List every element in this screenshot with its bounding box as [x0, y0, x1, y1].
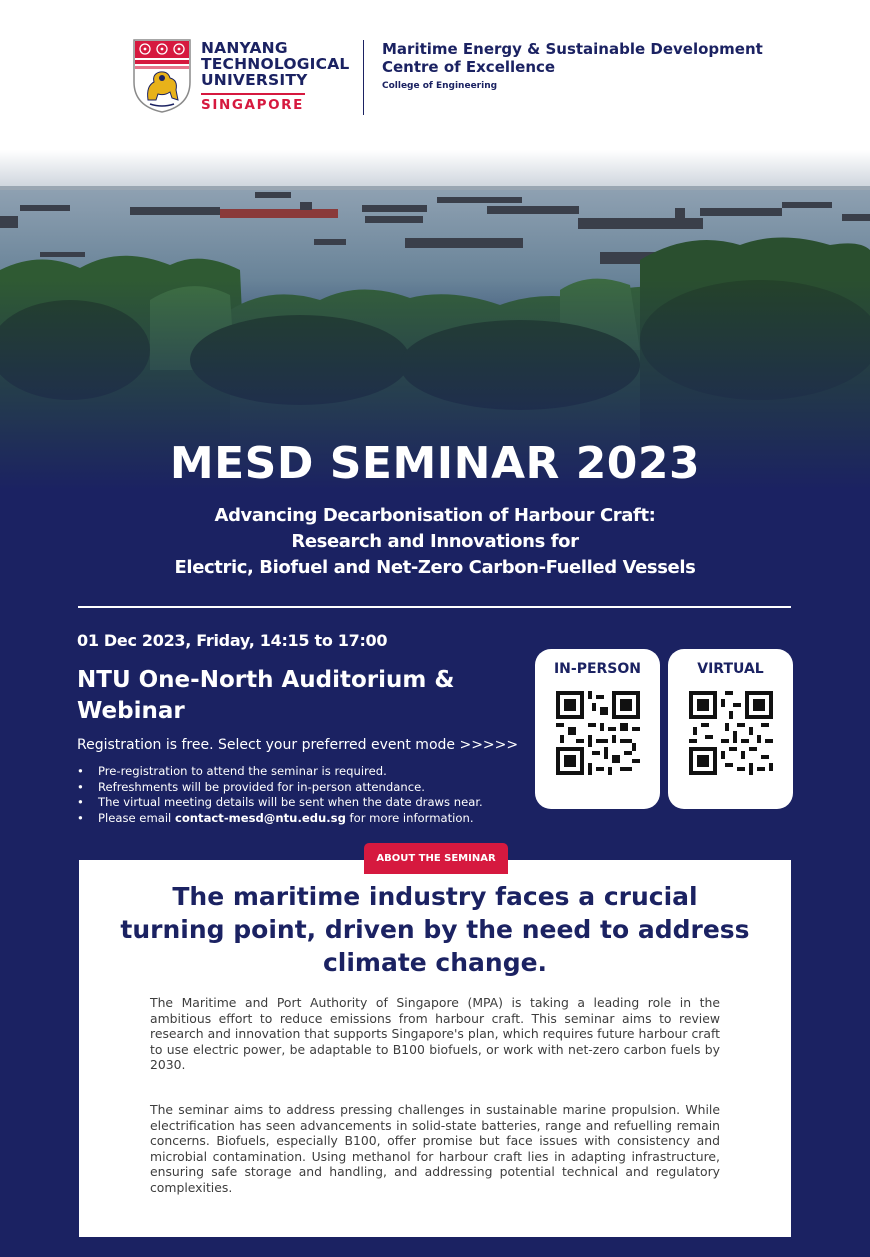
- header-divider: [363, 40, 364, 115]
- bullet: •: [77, 810, 84, 825]
- list-item: [77, 811, 537, 827]
- university-name: [201, 40, 350, 88]
- virtual-qr-code[interactable]: [689, 691, 773, 775]
- about-seminar-tab: ABOUT THE SEMINAR: [364, 843, 508, 874]
- list-item-text: Refreshments will be provided for in-person attendance.: [98, 779, 425, 794]
- registration-note: Registration is free. Select your preferred event mode >>>>>: [77, 737, 519, 753]
- subtitle-line: Advancing Decarbonisation of Harbour Craft:: [214, 505, 656, 526]
- bullet: •: [77, 795, 84, 809]
- ntu-crest-logo: [132, 38, 192, 114]
- centre-name-line: Maritime Energy & Sustainable Development: [382, 40, 763, 58]
- bullet: •: [77, 779, 84, 794]
- centre-name-line: Centre of Excellence: [382, 58, 556, 76]
- list-item-text: The virtual meeting details will be sent when the date draws near.: [98, 795, 483, 809]
- centre-name: [382, 40, 763, 93]
- email-prefix: Please email: [98, 810, 175, 825]
- headline-line: climate change.: [322, 948, 548, 977]
- subtitle-line: Research and Innovations for: [291, 531, 579, 552]
- about-headline: [79, 880, 791, 979]
- list-item-text: Pre-registration to attend the seminar is required.: [98, 764, 387, 778]
- event-venue: NTU One-North Auditorium & Webinar: [77, 667, 455, 724]
- list-item: [77, 795, 537, 811]
- in-person-qr-card[interactable]: [535, 649, 660, 809]
- in-person-label: IN-PERSON: [553, 661, 642, 677]
- virtual-qr-card[interactable]: [668, 649, 793, 809]
- college-name: College of Engineering: [382, 81, 498, 91]
- subtitle-line: Electric, Biofuel and Net-Zero Carbon-Fuelled Vessels: [174, 557, 696, 578]
- list-item: [77, 764, 537, 780]
- header: [0, 0, 870, 160]
- bullet: •: [77, 764, 84, 778]
- event-notes-list: [77, 764, 537, 826]
- university-name-line: TECHNOLOGICAL: [201, 55, 350, 73]
- virtual-label: VIRTUAL: [697, 661, 764, 677]
- university-name-line: UNIVERSITY: [201, 71, 308, 89]
- about-paragraph: The seminar aims to address pressing challenges in sustainable marine propulsion. While electrification has seen advancements in solid-state batteries, range and refuelling remain concerns. Biofuels, especially B100, offer promise but face issues with consistency and microbial contamination. Using methanol for harbour craft lies in adapting infrastructure, ensuring safe storage and handling, and addressing potential technical and regulatory complexities.: [150, 1102, 720, 1195]
- headline-line: turning point, driven by the need to address: [120, 915, 750, 944]
- university-name-line: NANYANG: [201, 39, 288, 57]
- section-divider: [78, 606, 791, 608]
- event-datetime: 01 Dec 2023, Friday, 14:15 to 17:00: [77, 631, 388, 650]
- email-suffix: for more information.: [345, 810, 474, 825]
- seminar-subtitle: [0, 503, 870, 581]
- in-person-qr-code[interactable]: [556, 691, 640, 775]
- seminar-title: MESD SEMINAR 2023: [169, 438, 701, 489]
- about-seminar-card: [79, 860, 791, 1237]
- email-link[interactable]: contact-mesd@ntu.edu.sg: [174, 810, 346, 825]
- list-item: [77, 780, 537, 796]
- about-paragraph: The Maritime and Port Authority of Singapore (MPA) is taking a leading role in the ambitious effort to reduce emissions from harbour craft. This seminar aims to review research and innovation that supports Singapore's plan, which requires future harbour craft to use electric power, be adaptable to B100 biofuels, or work with net-zero carbon fuels by 2030.: [150, 995, 720, 1072]
- university-underline: [201, 93, 305, 95]
- university-country: SINGAPORE: [201, 97, 304, 113]
- headline-line: The maritime industry faces a crucial: [172, 882, 698, 911]
